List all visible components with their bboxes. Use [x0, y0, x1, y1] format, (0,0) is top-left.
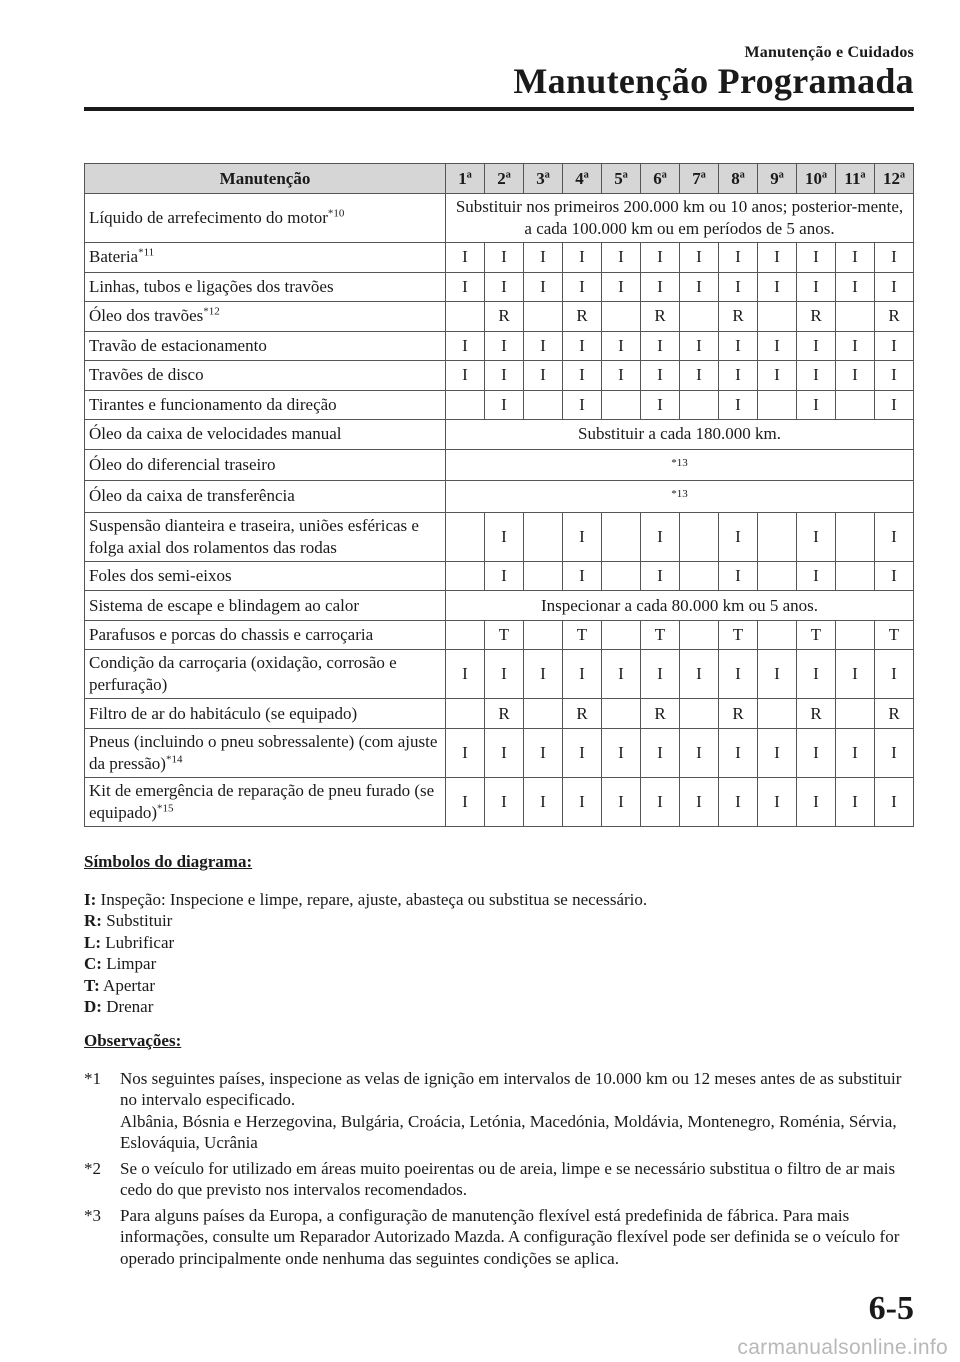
table-cell	[524, 512, 563, 561]
table-cell	[602, 620, 641, 650]
table-cell: I	[524, 650, 563, 699]
table-cell: I	[758, 243, 797, 273]
row-label: Kit de emergência de reparação de pneu furado (se equipado)$^{*15}$	[85, 777, 446, 826]
table-cell: I	[446, 331, 485, 361]
table-cell: I	[485, 561, 524, 591]
table-row	[85, 272, 914, 302]
table-cell: I	[797, 650, 836, 699]
observations-title: Observações:	[84, 1031, 182, 1050]
legend-title: Símbolos do diagrama:	[84, 852, 253, 871]
table-cell: R	[797, 699, 836, 729]
legend-item	[84, 953, 914, 975]
footnote-ref: *14	[165, 753, 183, 766]
table-cell	[836, 302, 875, 332]
table-cell: R	[641, 699, 680, 729]
table-cell: R	[875, 302, 914, 332]
table-cell: I	[524, 728, 563, 777]
table-row	[85, 481, 914, 513]
table-cell	[524, 699, 563, 729]
table-cell: I	[797, 361, 836, 391]
table-cell: I	[836, 243, 875, 273]
legend-item	[84, 996, 914, 1018]
table-row	[85, 650, 914, 699]
legend-text: Inspeção: Inspecione e limpe, repare, ajuste, abasteça ou substitua se necessário.	[96, 889, 648, 909]
column-header-interval: 11ª	[836, 164, 875, 194]
table-cell: I	[875, 512, 914, 561]
table-cell: I	[602, 243, 641, 273]
table-cell	[836, 390, 875, 420]
table-cell	[680, 699, 719, 729]
table-cell	[758, 512, 797, 561]
table-cell: I	[875, 650, 914, 699]
table-cell: I	[446, 777, 485, 826]
table-cell: I	[485, 650, 524, 699]
column-header-interval: 10ª	[797, 164, 836, 194]
table-cell: I	[758, 361, 797, 391]
footnote-ref: *15	[156, 802, 174, 815]
table-cell: I	[758, 331, 797, 361]
table-cell: I	[719, 331, 758, 361]
table-cell: I	[485, 272, 524, 302]
legend-text: Limpar	[101, 954, 157, 973]
table-cell: I	[524, 331, 563, 361]
table-cell: I	[602, 728, 641, 777]
row-label: Travões de disco	[85, 361, 446, 391]
table-cell	[836, 512, 875, 561]
table-cell: I	[758, 728, 797, 777]
table-row	[85, 331, 914, 361]
table-cell	[446, 302, 485, 332]
table-cell	[446, 561, 485, 591]
table-row	[85, 302, 914, 332]
table-cell: I	[875, 390, 914, 420]
table-cell: I	[641, 272, 680, 302]
row-label: Pneus (incluindo o pneu sobressalente) (com ajuste da pressão)$^{*14}$	[85, 728, 446, 777]
legend-symbol: D:	[84, 997, 102, 1016]
table-cell: I	[446, 361, 485, 391]
row-span-note: Substituir nos primeiros 200.000 km ou 10 anos; posterior-mente, a cada 100.000 km ou em períodos de 5 anos.	[446, 194, 914, 243]
maintenance-table	[84, 163, 914, 827]
legend-text: Substituir	[101, 911, 173, 930]
table-cell	[758, 620, 797, 650]
table-cell: I	[875, 561, 914, 591]
table-cell	[524, 302, 563, 332]
table-header-row	[85, 164, 914, 194]
table-cell: I	[836, 272, 875, 302]
table-cell: I	[719, 390, 758, 420]
table-cell: I	[563, 561, 602, 591]
table-cell: R	[485, 302, 524, 332]
legend-text: Lubrificar	[101, 932, 175, 952]
row-span-note	[446, 481, 914, 513]
table-cell: I	[446, 243, 485, 273]
table-cell: I	[446, 650, 485, 699]
legend-symbol: I:	[84, 889, 97, 909]
table-cell	[602, 512, 641, 561]
table-cell: T	[563, 620, 602, 650]
footnote	[84, 1068, 914, 1154]
table-cell	[836, 699, 875, 729]
table-row	[85, 777, 914, 826]
legend	[84, 851, 914, 1018]
table-cell	[602, 561, 641, 591]
section-title: Manutenção e Cuidados	[744, 44, 914, 61]
column-header-interval: 5ª	[602, 164, 641, 194]
footnote	[84, 1158, 914, 1201]
table-cell	[446, 620, 485, 650]
legend-text: Drenar	[101, 997, 154, 1016]
table-row	[85, 420, 914, 450]
row-span-note: Inspecionar a cada 80.000 km ou 5 anos.	[446, 591, 914, 621]
table-cell: I	[641, 243, 680, 273]
table-cell	[446, 390, 485, 420]
table-cell: I	[758, 650, 797, 699]
column-header-interval: 4ª	[563, 164, 602, 194]
column-header-interval: 6ª	[641, 164, 680, 194]
table-cell: I	[641, 777, 680, 826]
column-header-interval: 9ª	[758, 164, 797, 194]
footnote-text	[120, 1068, 914, 1154]
page-header	[0, 44, 914, 102]
footnote-body: Para alguns países da Europa, a configuração de manutenção flexível está predefinida de fábrica. Para mais informações, consulte um Reparador Autorizado Mazda. A configuração flexível pode ser definida se o veículo for operado principalmente onde nenhuma das seguintes condições se aplica.	[120, 1205, 900, 1268]
row-label: Filtro de ar do habitáculo (se equipado)	[85, 699, 446, 729]
row-span-note: Substituir a cada 180.000 km.	[446, 420, 914, 450]
row-label: Óleo da caixa de transferência	[85, 481, 446, 513]
table-cell: I	[797, 728, 836, 777]
column-header-interval: 8ª	[719, 164, 758, 194]
table-cell: I	[485, 243, 524, 273]
table-cell	[836, 561, 875, 591]
table-cell: I	[485, 728, 524, 777]
legend-item	[84, 910, 914, 932]
footnote	[84, 1205, 914, 1270]
page-number: 6-5	[868, 1290, 914, 1327]
table-cell: I	[875, 272, 914, 302]
table-cell	[524, 620, 563, 650]
table-cell: I	[641, 331, 680, 361]
legend-item	[84, 889, 914, 911]
table-cell: I	[563, 650, 602, 699]
table-cell: I	[836, 331, 875, 361]
legend-symbol: C:	[84, 954, 102, 973]
table-cell: I	[524, 777, 563, 826]
table-cell: I	[485, 390, 524, 420]
table-cell	[680, 390, 719, 420]
table-cell: I	[797, 390, 836, 420]
footnote-extra: Albânia, Bósnia e Herzegovina, Bulgária, Croácia, Letónia, Macedónia, Moldávia, Montenegro, Roménia, Sérvia, Eslováquia, Ucrânia	[120, 1111, 897, 1152]
table-cell	[602, 390, 641, 420]
table-cell: T	[719, 620, 758, 650]
table-cell: I	[836, 777, 875, 826]
row-label: Líquido de arrefecimento do motor$^{*10}$	[85, 194, 446, 243]
table-cell: I	[641, 361, 680, 391]
table-cell: I	[602, 331, 641, 361]
row-label: Travão de estacionamento	[85, 331, 446, 361]
table-cell: I	[797, 272, 836, 302]
table-cell: I	[563, 777, 602, 826]
table-cell: I	[524, 272, 563, 302]
legend-item	[84, 932, 914, 954]
row-label: Suspensão dianteira e traseira, uniões esféricas e folga axial dos rolamentos das rodas	[85, 512, 446, 561]
table-cell: I	[602, 777, 641, 826]
table-row	[85, 699, 914, 729]
table-row	[85, 361, 914, 391]
table-row	[85, 512, 914, 561]
table-cell: I	[485, 361, 524, 391]
table-cell: I	[485, 777, 524, 826]
footnote-text	[120, 1158, 914, 1201]
column-header-interval: 3ª	[524, 164, 563, 194]
table-cell: I	[680, 650, 719, 699]
row-label: Óleo da caixa de velocidades manual	[85, 420, 446, 450]
table-cell: I	[836, 361, 875, 391]
table-cell: I	[719, 728, 758, 777]
footnote-ref: *13	[671, 456, 688, 469]
table-cell: I	[602, 272, 641, 302]
table-cell: I	[719, 561, 758, 591]
table-row	[85, 194, 914, 243]
table-cell: I	[563, 512, 602, 561]
table-cell	[758, 699, 797, 729]
footnote-text	[120, 1205, 914, 1270]
watermark: carmanualsonline.info	[737, 1336, 948, 1359]
footnote-ref: *10	[327, 207, 345, 220]
table-body	[85, 194, 914, 827]
table-cell: I	[680, 361, 719, 391]
table-cell: I	[797, 243, 836, 273]
table-cell: R	[641, 302, 680, 332]
table-cell: R	[563, 302, 602, 332]
table-cell: I	[446, 728, 485, 777]
row-label: Linhas, tubos e ligações dos travões	[85, 272, 446, 302]
table-cell: I	[719, 361, 758, 391]
table-cell	[758, 561, 797, 591]
table-cell: I	[446, 272, 485, 302]
table-cell: I	[680, 331, 719, 361]
column-header-interval: 2ª	[485, 164, 524, 194]
table-cell	[524, 390, 563, 420]
column-header-maintenance: Manutenção	[85, 164, 446, 194]
row-label: Foles dos semi-eixos	[85, 561, 446, 591]
table-cell: I	[641, 561, 680, 591]
row-label: Óleo dos travões$^{*12}$	[85, 302, 446, 332]
table-cell: I	[719, 777, 758, 826]
table-cell: I	[524, 243, 563, 273]
page-title: Manutenção Programada	[513, 61, 914, 101]
table-cell: I	[485, 331, 524, 361]
header-rule	[84, 107, 914, 111]
legend-symbol: L:	[84, 932, 101, 952]
table-cell: I	[602, 650, 641, 699]
table-row	[85, 449, 914, 481]
table-cell: I	[563, 390, 602, 420]
table-cell: I	[719, 650, 758, 699]
table-row	[85, 620, 914, 650]
table-cell: I	[485, 512, 524, 561]
table-cell	[680, 512, 719, 561]
row-label: Tirantes e funcionamento da direção	[85, 390, 446, 420]
table-row	[85, 243, 914, 273]
footnote-ref: *11	[138, 246, 155, 259]
table-row	[85, 390, 914, 420]
row-label: Sistema de escape e blindagem ao calor	[85, 591, 446, 621]
legend-text: Apertar	[99, 975, 155, 995]
legend-list	[84, 889, 914, 1018]
table-cell	[602, 699, 641, 729]
table-cell: R	[875, 699, 914, 729]
table-cell: I	[797, 512, 836, 561]
table-row	[85, 728, 914, 777]
legend-symbol: R:	[84, 911, 102, 930]
table-row	[85, 561, 914, 591]
column-header-interval: 7ª	[680, 164, 719, 194]
table-cell: I	[719, 243, 758, 273]
table-cell: I	[680, 243, 719, 273]
table-cell: I	[563, 331, 602, 361]
table-cell: I	[719, 512, 758, 561]
table-cell: I	[719, 272, 758, 302]
footnote-ref: *12	[203, 305, 220, 318]
footnote-list	[84, 1068, 914, 1270]
footnote-body: Nos seguintes países, inspecione as velas de ignição em intervalos de 10.000 km ou 12 meses antes de as substituir no intervalo especificado.	[120, 1068, 902, 1109]
table-cell: T	[875, 620, 914, 650]
table-cell	[680, 620, 719, 650]
table-cell	[836, 620, 875, 650]
table-cell: I	[797, 331, 836, 361]
table-cell: I	[797, 561, 836, 591]
table-cell	[758, 302, 797, 332]
row-label: Condição da carroçaria (oxidação, corrosão e perfuração)	[85, 650, 446, 699]
table-cell: I	[602, 361, 641, 391]
table-cell: I	[875, 243, 914, 273]
table-cell: I	[797, 777, 836, 826]
table-cell	[446, 512, 485, 561]
legend-symbol: T:	[84, 975, 100, 995]
table-cell	[758, 390, 797, 420]
table-cell	[524, 561, 563, 591]
table-cell: R	[563, 699, 602, 729]
column-header-interval: 1ª	[446, 164, 485, 194]
table-cell: I	[875, 331, 914, 361]
table-cell: R	[719, 302, 758, 332]
row-span-note	[446, 449, 914, 481]
table-cell: I	[563, 728, 602, 777]
table-cell: I	[875, 728, 914, 777]
table-cell	[602, 302, 641, 332]
table-row	[85, 591, 914, 621]
table-cell: I	[680, 728, 719, 777]
footnote-number: *1	[84, 1068, 101, 1088]
observations	[84, 1030, 914, 1273]
table-cell: I	[758, 777, 797, 826]
table-cell: I	[524, 361, 563, 391]
table-cell: I	[875, 361, 914, 391]
table-cell	[680, 302, 719, 332]
table-cell: R	[485, 699, 524, 729]
table-cell: I	[563, 272, 602, 302]
table-cell: T	[485, 620, 524, 650]
footnote-ref: *13	[671, 488, 688, 501]
table-cell: I	[641, 512, 680, 561]
row-label: Parafusos e porcas do chassis e carroçaria	[85, 620, 446, 650]
table-cell: I	[563, 361, 602, 391]
table-cell: I	[641, 390, 680, 420]
footnote-number: *3	[84, 1205, 101, 1225]
table-cell: I	[680, 777, 719, 826]
table-cell: I	[758, 272, 797, 302]
table-cell: I	[875, 777, 914, 826]
table-cell: T	[797, 620, 836, 650]
row-label: Óleo do diferencial traseiro	[85, 449, 446, 481]
row-label: Bateria$^{*11}$	[85, 243, 446, 273]
table-cell: R	[797, 302, 836, 332]
column-header-interval: 12ª	[875, 164, 914, 194]
table-cell	[680, 561, 719, 591]
table-cell: I	[641, 728, 680, 777]
legend-item	[84, 975, 914, 997]
table-cell	[446, 699, 485, 729]
table-cell: T	[641, 620, 680, 650]
footnote-body: Se o veículo for utilizado em áreas muito poeirentas ou de areia, limpe e se necessário substitua o filtro de ar mais cedo do que previsto nos intervalos recomendados.	[120, 1158, 896, 1199]
footnote-number: *2	[84, 1158, 101, 1178]
table-cell: I	[680, 272, 719, 302]
table-cell: I	[641, 650, 680, 699]
table-cell: I	[563, 243, 602, 273]
table-cell: I	[836, 728, 875, 777]
table-cell: R	[719, 699, 758, 729]
table-cell: I	[836, 650, 875, 699]
